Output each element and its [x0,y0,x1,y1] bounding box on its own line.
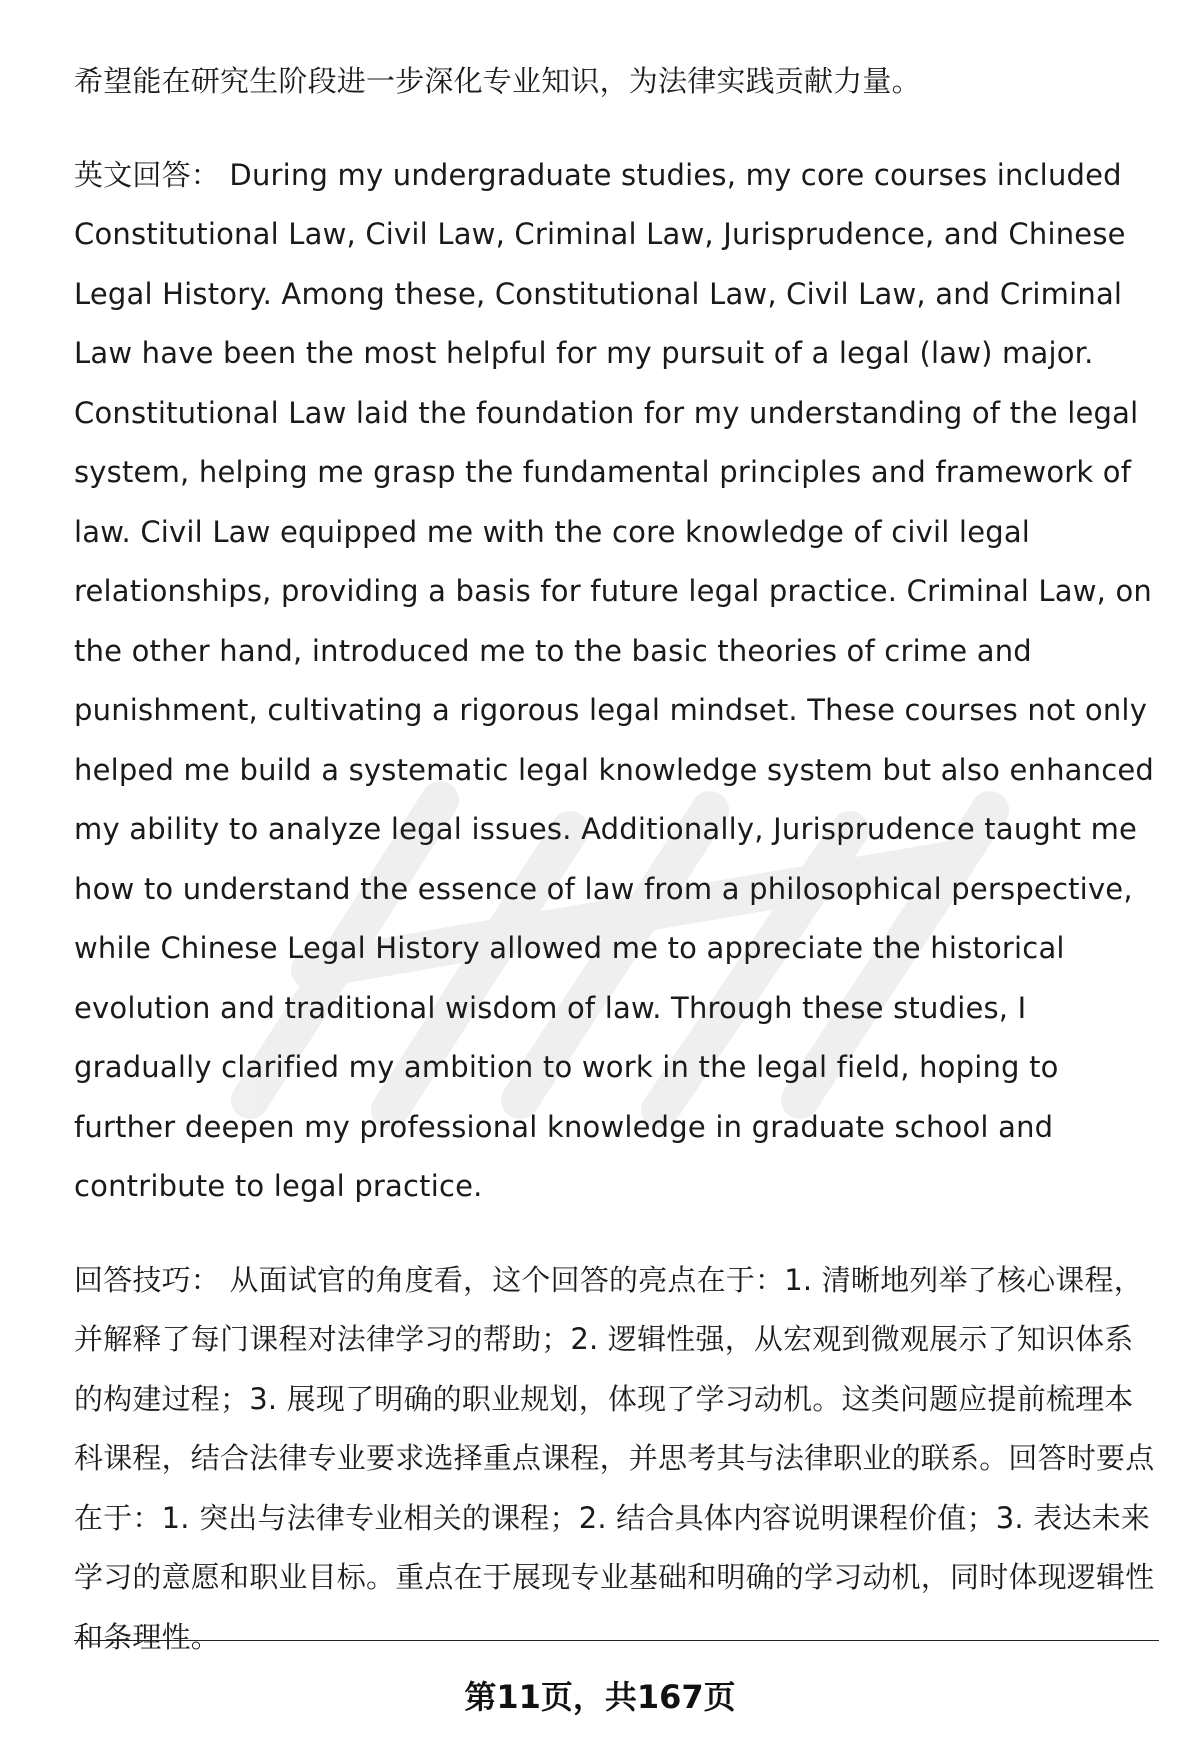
page-number: 第11页，共167页 [464,1678,736,1716]
paragraph-answer-tips: 回答技巧： 从面试官的角度看，这个回答的亮点在于：1. 清晰地列举了核心课程，并解释了每门课程对法律学习的帮助；2. 逻辑性强，从宏观到微观展示了知识体系的构建过程；3. 展现了明确的职业规划，体现了学习动机。这类问题应提前梳理本科课程，结合法律专业要求选择重点课程，并思考其与法律职业的联系。回答时要点在于：1. 突出与法律专业相关的课程；2. 结合具体内容说明课程价值；3. 表达未来学习的意愿和职业目标。重点在于展现专业基础和明确的学习动机，同时体现逻辑性和条理性。 [74,1262,1155,1654]
paragraph-english-answer: 英文回答： During my undergraduate studies, my core courses included Constitutional Law, Civil Law, Criminal Law, Jurisprudence, and Chinese Legal History. Among these, Constitutional Law, Civil Law, and Criminal Law have been the most helpful for my pursuit of a legal (law) major. Constitutional Law laid the foundation for my understanding of the legal system, helping me grasp the fundamental principles and framework of law. Civil Law equipped me with the core knowledge of civil legal relationships, providing a basis for future legal practice. Criminal Law, on the other hand, introduced me to the basic theories of crime and punishment, cultivating a rigorous legal mindset. These courses not only helped me build a systematic legal knowledge system but also enhanced my ability to analyze legal issues. Additionally, Jurisprudence taught me how to understand the essence of law from a philosophical perspective, while Chinese Legal History allowed me to appreciate the historical evolution and traditional wisdom of law. Through these studies, I gradually clarified my ambition to work in the legal field, hoping to further deepen my professional knowledge in graduate school and contribute to legal practice. [74,157,1155,1203]
paragraph-continuation: 希望能在研究生阶段进一步深化专业知识，为法律实践贡献力量。 [74,64,921,98]
document-body [74,52,1159,1667]
footer-divider [74,1640,1159,1641]
